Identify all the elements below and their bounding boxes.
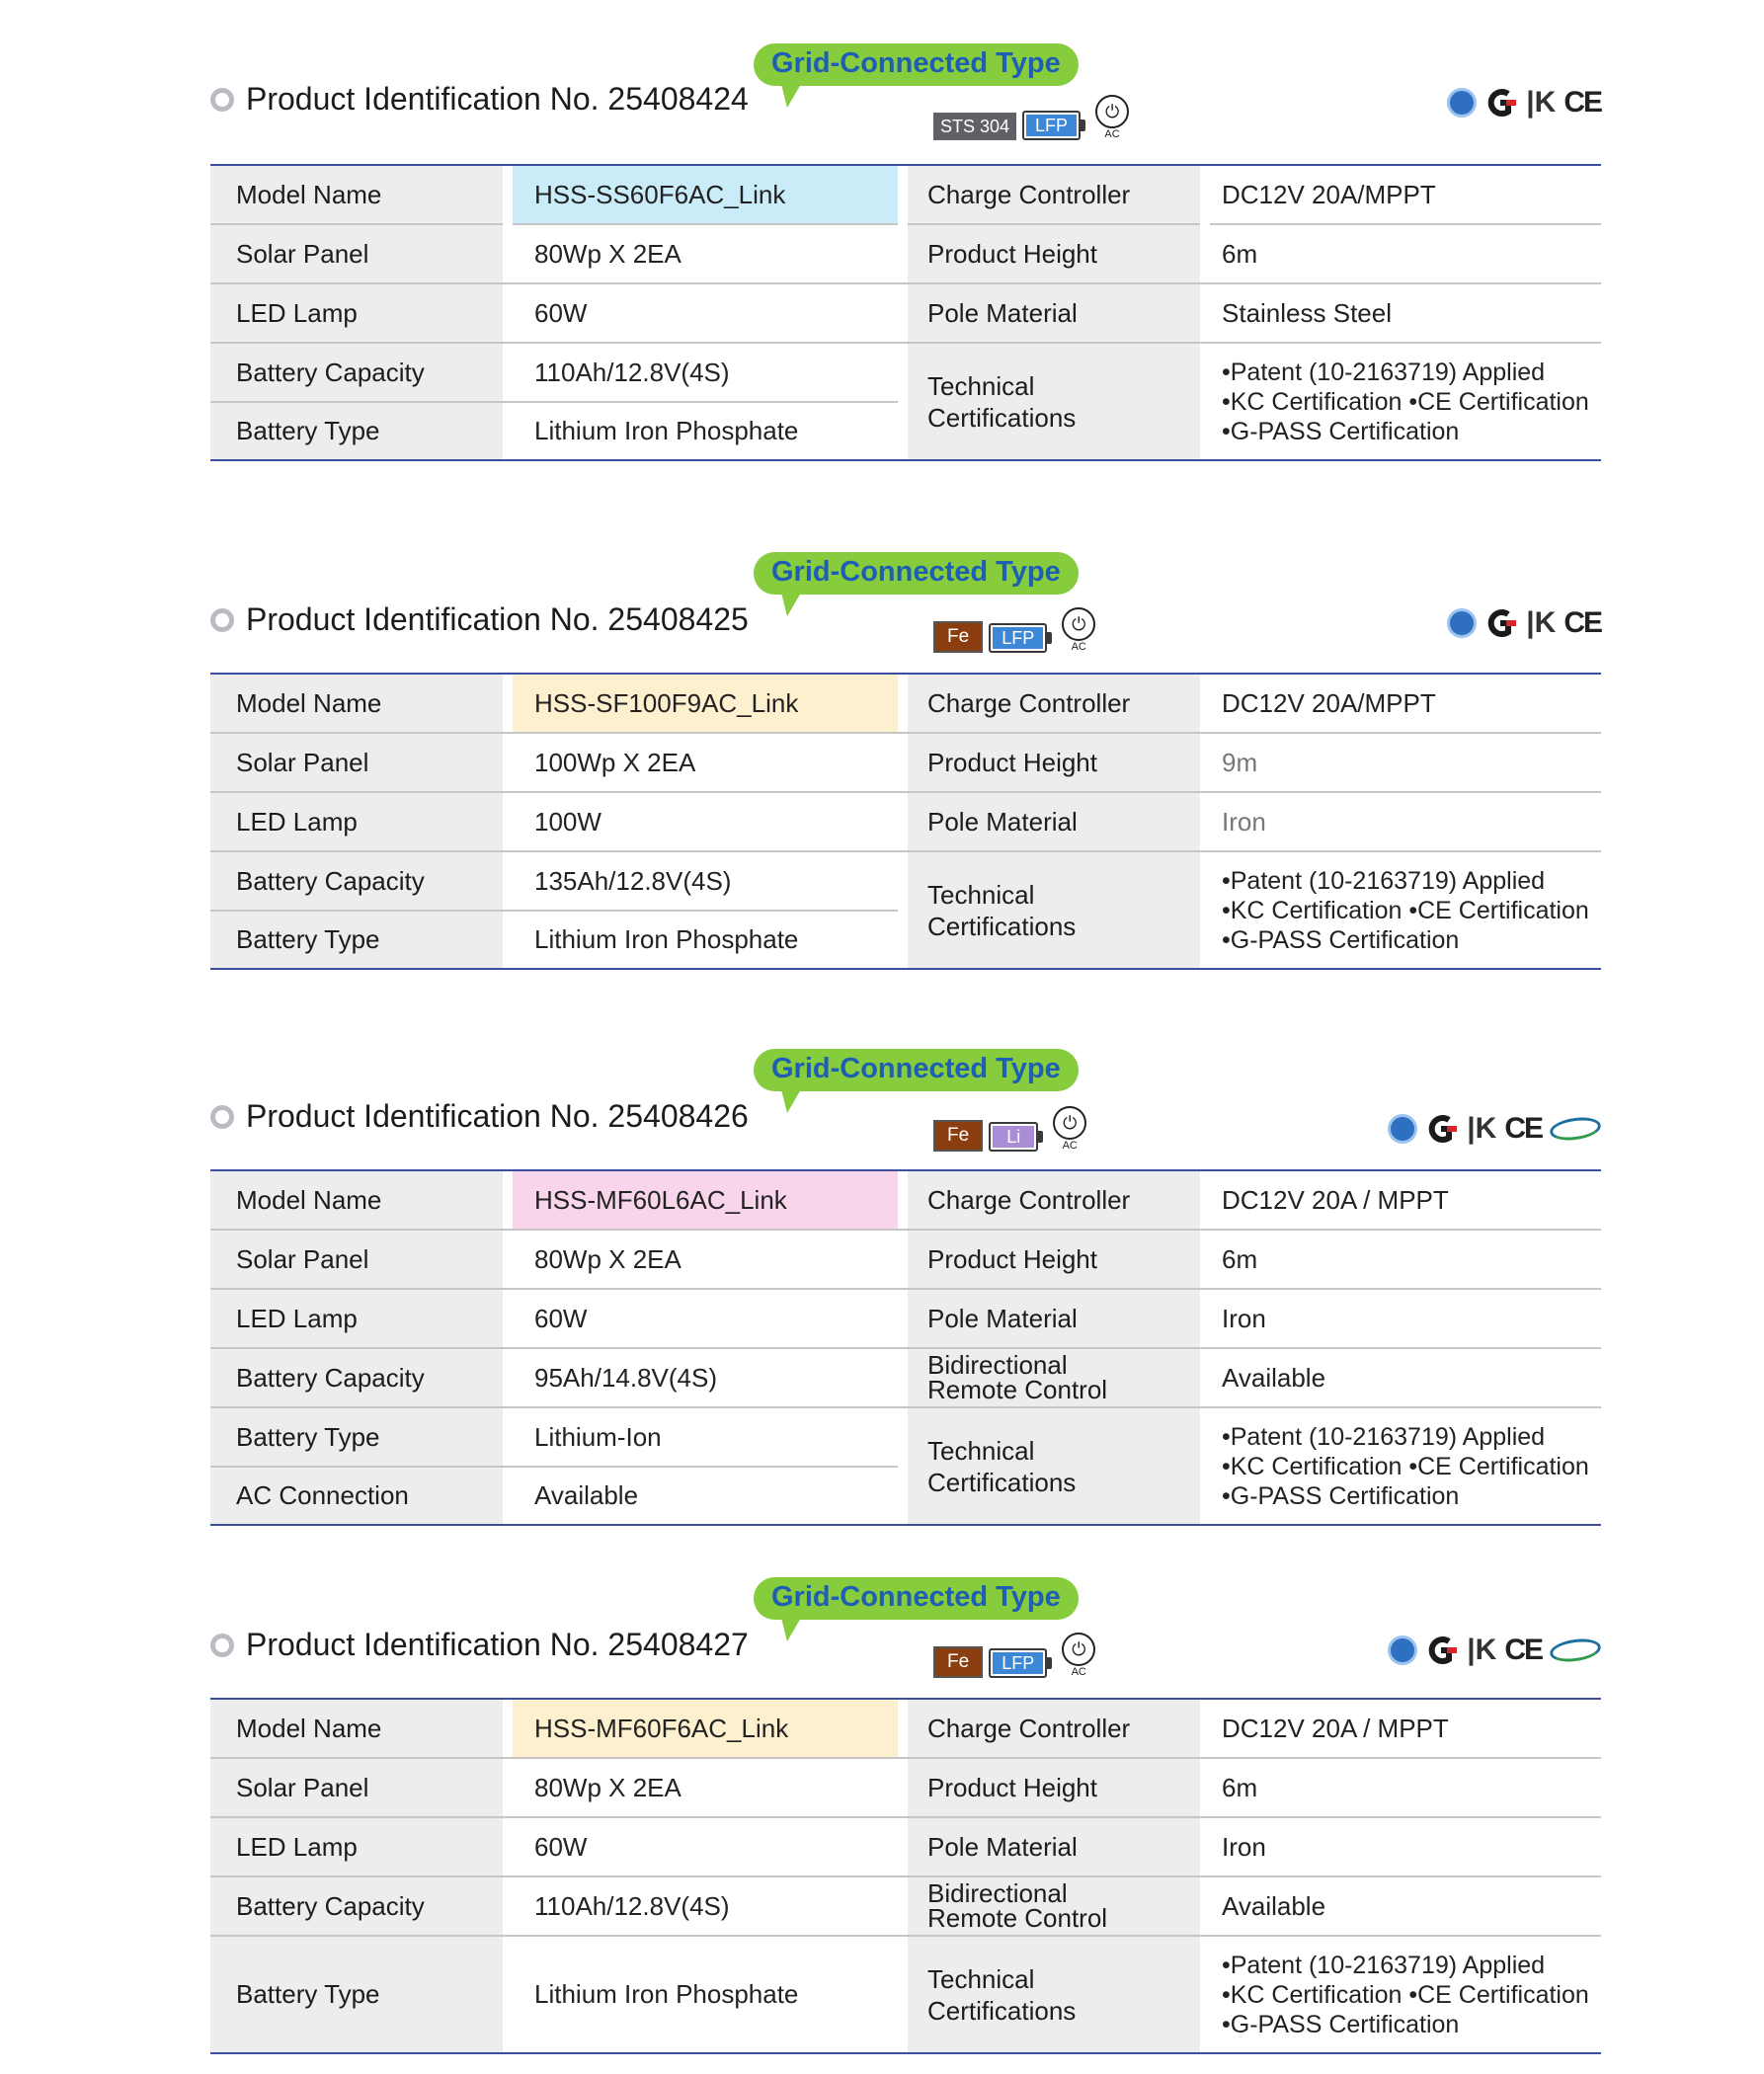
label-charge-controller: Charge Controller bbox=[908, 1171, 1200, 1229]
label-technical-certifications: Technical Certifications bbox=[908, 1408, 1200, 1524]
pid-prefix: Product Identification No. bbox=[246, 81, 600, 117]
label-product-height: Product Height bbox=[908, 1759, 1200, 1816]
product-header bbox=[210, 548, 1601, 673]
label-ac-connection: AC Connection bbox=[210, 1468, 503, 1524]
label-solar-panel: Solar Panel bbox=[210, 1231, 503, 1288]
label-pole-material: Pole Material bbox=[908, 793, 1200, 850]
label-battery-type: Battery Type bbox=[210, 912, 503, 968]
ac-plug-icon: ⏻ AC bbox=[1062, 607, 1095, 653]
product-identification bbox=[210, 1098, 749, 1135]
good-design-mark-icon bbox=[1425, 1114, 1459, 1144]
product-block-25408427 bbox=[210, 1573, 1601, 2054]
value-led-lamp: 60W bbox=[534, 1303, 588, 1333]
battery-icon: LFP bbox=[989, 623, 1052, 653]
spec-table bbox=[210, 673, 1601, 970]
spec-table bbox=[210, 1698, 1601, 2054]
certification-marks bbox=[1447, 608, 1601, 638]
value-battery-capacity: 110Ah/12.8V(4S) bbox=[534, 357, 730, 387]
label-technical-certifications: Technical Certifications bbox=[908, 344, 1200, 459]
label-solar-panel: Solar Panel bbox=[210, 734, 503, 791]
product-identification bbox=[210, 1627, 749, 1663]
product-header bbox=[210, 40, 1601, 164]
label-led-lamp: LED Lamp bbox=[210, 284, 503, 342]
value-technical-certifications: •Patent (10-2163719) Applied •KC Certification •CE Certification •G-PASS Certification bbox=[1222, 866, 1589, 954]
label-led-lamp: LED Lamp bbox=[210, 1290, 503, 1347]
value-bidirectional-remote-control: Available bbox=[1222, 1890, 1326, 1921]
label-model-name: Model Name bbox=[210, 1171, 503, 1229]
product-header bbox=[210, 1573, 1601, 1698]
spec-badges bbox=[933, 95, 1129, 140]
spec-table bbox=[210, 164, 1601, 461]
label-solar-panel: Solar Panel bbox=[210, 225, 503, 282]
pid-prefix: Product Identification No. bbox=[246, 601, 600, 637]
value-technical-certifications: •Patent (10-2163719) Applied •KC Certification •CE Certification •G-PASS Certification bbox=[1222, 1951, 1589, 2038]
value-solar-panel: 80Wp X 2EA bbox=[534, 1772, 682, 1802]
value-model-name: HSS-MF60L6AC_Link bbox=[513, 1171, 898, 1229]
label-solar-panel: Solar Panel bbox=[210, 1759, 503, 1816]
material-badge: Fe bbox=[933, 1646, 983, 1678]
value-charge-controller: DC12V 20A/MPPT bbox=[1222, 179, 1436, 209]
label-product-height: Product Height bbox=[908, 225, 1200, 282]
value-technical-certifications: •Patent (10-2163719) Applied •KC Certification •CE Certification •G-PASS Certification bbox=[1222, 358, 1589, 445]
pid-prefix: Product Identification No. bbox=[246, 1098, 600, 1134]
value-battery-type: Lithium-Ion bbox=[534, 1421, 662, 1452]
value-model-name: HSS-SF100F9AC_Link bbox=[513, 675, 898, 732]
ac-plug-icon: ⏻ AC bbox=[1053, 1106, 1086, 1152]
value-bidirectional-remote-control: Available bbox=[1222, 1362, 1326, 1393]
value-pole-material: Iron bbox=[1222, 806, 1266, 837]
value-charge-controller: DC12V 20A/MPPT bbox=[1222, 687, 1436, 718]
kc-mark-icon: |K bbox=[1526, 606, 1557, 639]
label-charge-controller: Charge Controller bbox=[908, 1700, 1200, 1757]
good-software-mark-icon bbox=[1549, 1114, 1603, 1143]
ce-mark-icon: CE bbox=[1504, 1112, 1542, 1145]
label-pole-material: Pole Material bbox=[908, 1290, 1200, 1347]
pid-number: 25408424 bbox=[607, 81, 749, 117]
good-design-mark-icon bbox=[1425, 1635, 1459, 1665]
bullet-ring-icon bbox=[210, 88, 234, 112]
value-pole-material: Stainless Steel bbox=[1222, 297, 1392, 328]
material-badge: STS 304 bbox=[933, 113, 1016, 140]
value-model-name: HSS-SS60F6AC_Link bbox=[513, 166, 898, 223]
gpass-icon bbox=[1388, 1635, 1417, 1665]
value-led-lamp: 60W bbox=[534, 297, 588, 328]
value-solar-panel: 80Wp X 2EA bbox=[534, 238, 682, 269]
label-pole-material: Pole Material bbox=[908, 1818, 1200, 1875]
value-battery-capacity: 135Ah/12.8V(4S) bbox=[534, 865, 732, 896]
label-product-height: Product Height bbox=[908, 1231, 1200, 1288]
spec-badges bbox=[933, 1106, 1086, 1152]
battery-icon: Li bbox=[989, 1122, 1043, 1152]
value-pole-material: Iron bbox=[1222, 1831, 1266, 1862]
label-battery-capacity: Battery Capacity bbox=[210, 344, 503, 401]
gpass-icon bbox=[1447, 608, 1477, 638]
grid-connected-badge: Grid-Connected Type bbox=[754, 1577, 1079, 1620]
product-identification bbox=[210, 601, 749, 638]
kc-mark-icon: |K bbox=[1526, 86, 1557, 119]
kc-mark-icon: |K bbox=[1467, 1634, 1497, 1666]
certification-marks bbox=[1447, 88, 1601, 118]
pid-prefix: Product Identification No. bbox=[246, 1627, 600, 1662]
value-product-height: 6m bbox=[1222, 1772, 1258, 1802]
value-led-lamp: 100W bbox=[534, 806, 601, 837]
good-design-mark-icon bbox=[1484, 88, 1518, 118]
battery-icon: LFP bbox=[1022, 111, 1085, 140]
label-battery-type: Battery Type bbox=[210, 403, 503, 459]
value-ac-connection: Available bbox=[534, 1480, 639, 1510]
good-software-mark-icon bbox=[1549, 1635, 1603, 1664]
label-battery-capacity: Battery Capacity bbox=[210, 1877, 503, 1935]
pid-number: 25408425 bbox=[607, 601, 749, 637]
label-battery-type: Battery Type bbox=[210, 1408, 503, 1466]
value-solar-panel: 100Wp X 2EA bbox=[534, 747, 696, 777]
product-header bbox=[210, 1045, 1601, 1169]
value-battery-capacity: 110Ah/12.8V(4S) bbox=[534, 1890, 730, 1921]
value-battery-type: Lithium Iron Phosphate bbox=[534, 416, 799, 445]
grid-connected-badge: Grid-Connected Type bbox=[754, 552, 1079, 595]
label-model-name: Model Name bbox=[210, 166, 503, 223]
label-model-name: Model Name bbox=[210, 675, 503, 732]
value-charge-controller: DC12V 20A / MPPT bbox=[1222, 1713, 1449, 1743]
label-product-height: Product Height bbox=[908, 734, 1200, 791]
label-charge-controller: Charge Controller bbox=[908, 675, 1200, 732]
ac-plug-icon: ⏻ AC bbox=[1095, 95, 1129, 140]
label-technical-certifications: Technical Certifications bbox=[908, 1937, 1200, 2052]
label-led-lamp: LED Lamp bbox=[210, 1818, 503, 1875]
spec-badges bbox=[933, 1633, 1095, 1678]
grid-connected-badge: Grid-Connected Type bbox=[754, 43, 1079, 86]
certification-marks bbox=[1388, 1635, 1601, 1665]
label-technical-certifications: Technical Certifications bbox=[908, 852, 1200, 968]
value-technical-certifications: •Patent (10-2163719) Applied •KC Certification •CE Certification •G-PASS Certification bbox=[1222, 1422, 1589, 1510]
label-bidirectional-remote-control: Bidirectional Remote Control bbox=[908, 1349, 1200, 1406]
spec-badges bbox=[933, 607, 1095, 653]
label-charge-controller: Charge Controller bbox=[908, 166, 1200, 223]
value-product-height: 6m bbox=[1222, 1243, 1258, 1274]
ce-mark-icon: CE bbox=[1564, 606, 1601, 639]
product-block-25408426 bbox=[210, 1045, 1601, 1526]
label-pole-material: Pole Material bbox=[908, 284, 1200, 342]
material-badge: Fe bbox=[933, 621, 983, 653]
product-block-25408424 bbox=[210, 40, 1601, 461]
value-battery-capacity: 95Ah/14.8V(4S) bbox=[534, 1362, 718, 1393]
value-pole-material: Iron bbox=[1222, 1303, 1266, 1333]
gpass-icon bbox=[1388, 1114, 1417, 1144]
bullet-ring-icon bbox=[210, 608, 234, 632]
value-led-lamp: 60W bbox=[534, 1831, 588, 1862]
good-design-mark-icon bbox=[1484, 608, 1518, 638]
value-battery-type: Lithium Iron Phosphate bbox=[534, 1979, 799, 2009]
label-battery-capacity: Battery Capacity bbox=[210, 1349, 503, 1406]
value-product-height: 6m bbox=[1222, 238, 1258, 269]
value-charge-controller: DC12V 20A / MPPT bbox=[1222, 1184, 1449, 1215]
value-model-name: HSS-MF60F6AC_Link bbox=[513, 1700, 898, 1757]
label-bidirectional-remote-control: Bidirectional Remote Control bbox=[908, 1877, 1200, 1935]
material-badge: Fe bbox=[933, 1120, 983, 1152]
label-battery-type: Battery Type bbox=[210, 1937, 503, 2052]
battery-icon: LFP bbox=[989, 1648, 1052, 1678]
bullet-ring-icon bbox=[210, 1634, 234, 1657]
value-solar-panel: 80Wp X 2EA bbox=[534, 1243, 682, 1274]
grid-connected-badge: Grid-Connected Type bbox=[754, 1049, 1079, 1091]
label-battery-capacity: Battery Capacity bbox=[210, 852, 503, 910]
value-product-height: 9m bbox=[1222, 747, 1258, 777]
pid-number: 25408426 bbox=[607, 1098, 749, 1134]
product-identification bbox=[210, 81, 749, 118]
pid-number: 25408427 bbox=[607, 1627, 749, 1662]
ac-plug-icon: ⏻ AC bbox=[1062, 1633, 1095, 1678]
ce-mark-icon: CE bbox=[1564, 86, 1601, 119]
certification-marks bbox=[1388, 1114, 1601, 1144]
label-led-lamp: LED Lamp bbox=[210, 793, 503, 850]
label-model-name: Model Name bbox=[210, 1700, 503, 1757]
gpass-icon bbox=[1447, 88, 1477, 118]
bullet-ring-icon bbox=[210, 1105, 234, 1129]
product-block-25408425 bbox=[210, 548, 1601, 970]
ce-mark-icon: CE bbox=[1504, 1634, 1542, 1666]
kc-mark-icon: |K bbox=[1467, 1112, 1497, 1145]
value-battery-type: Lithium Iron Phosphate bbox=[534, 924, 799, 954]
spec-table bbox=[210, 1169, 1601, 1526]
